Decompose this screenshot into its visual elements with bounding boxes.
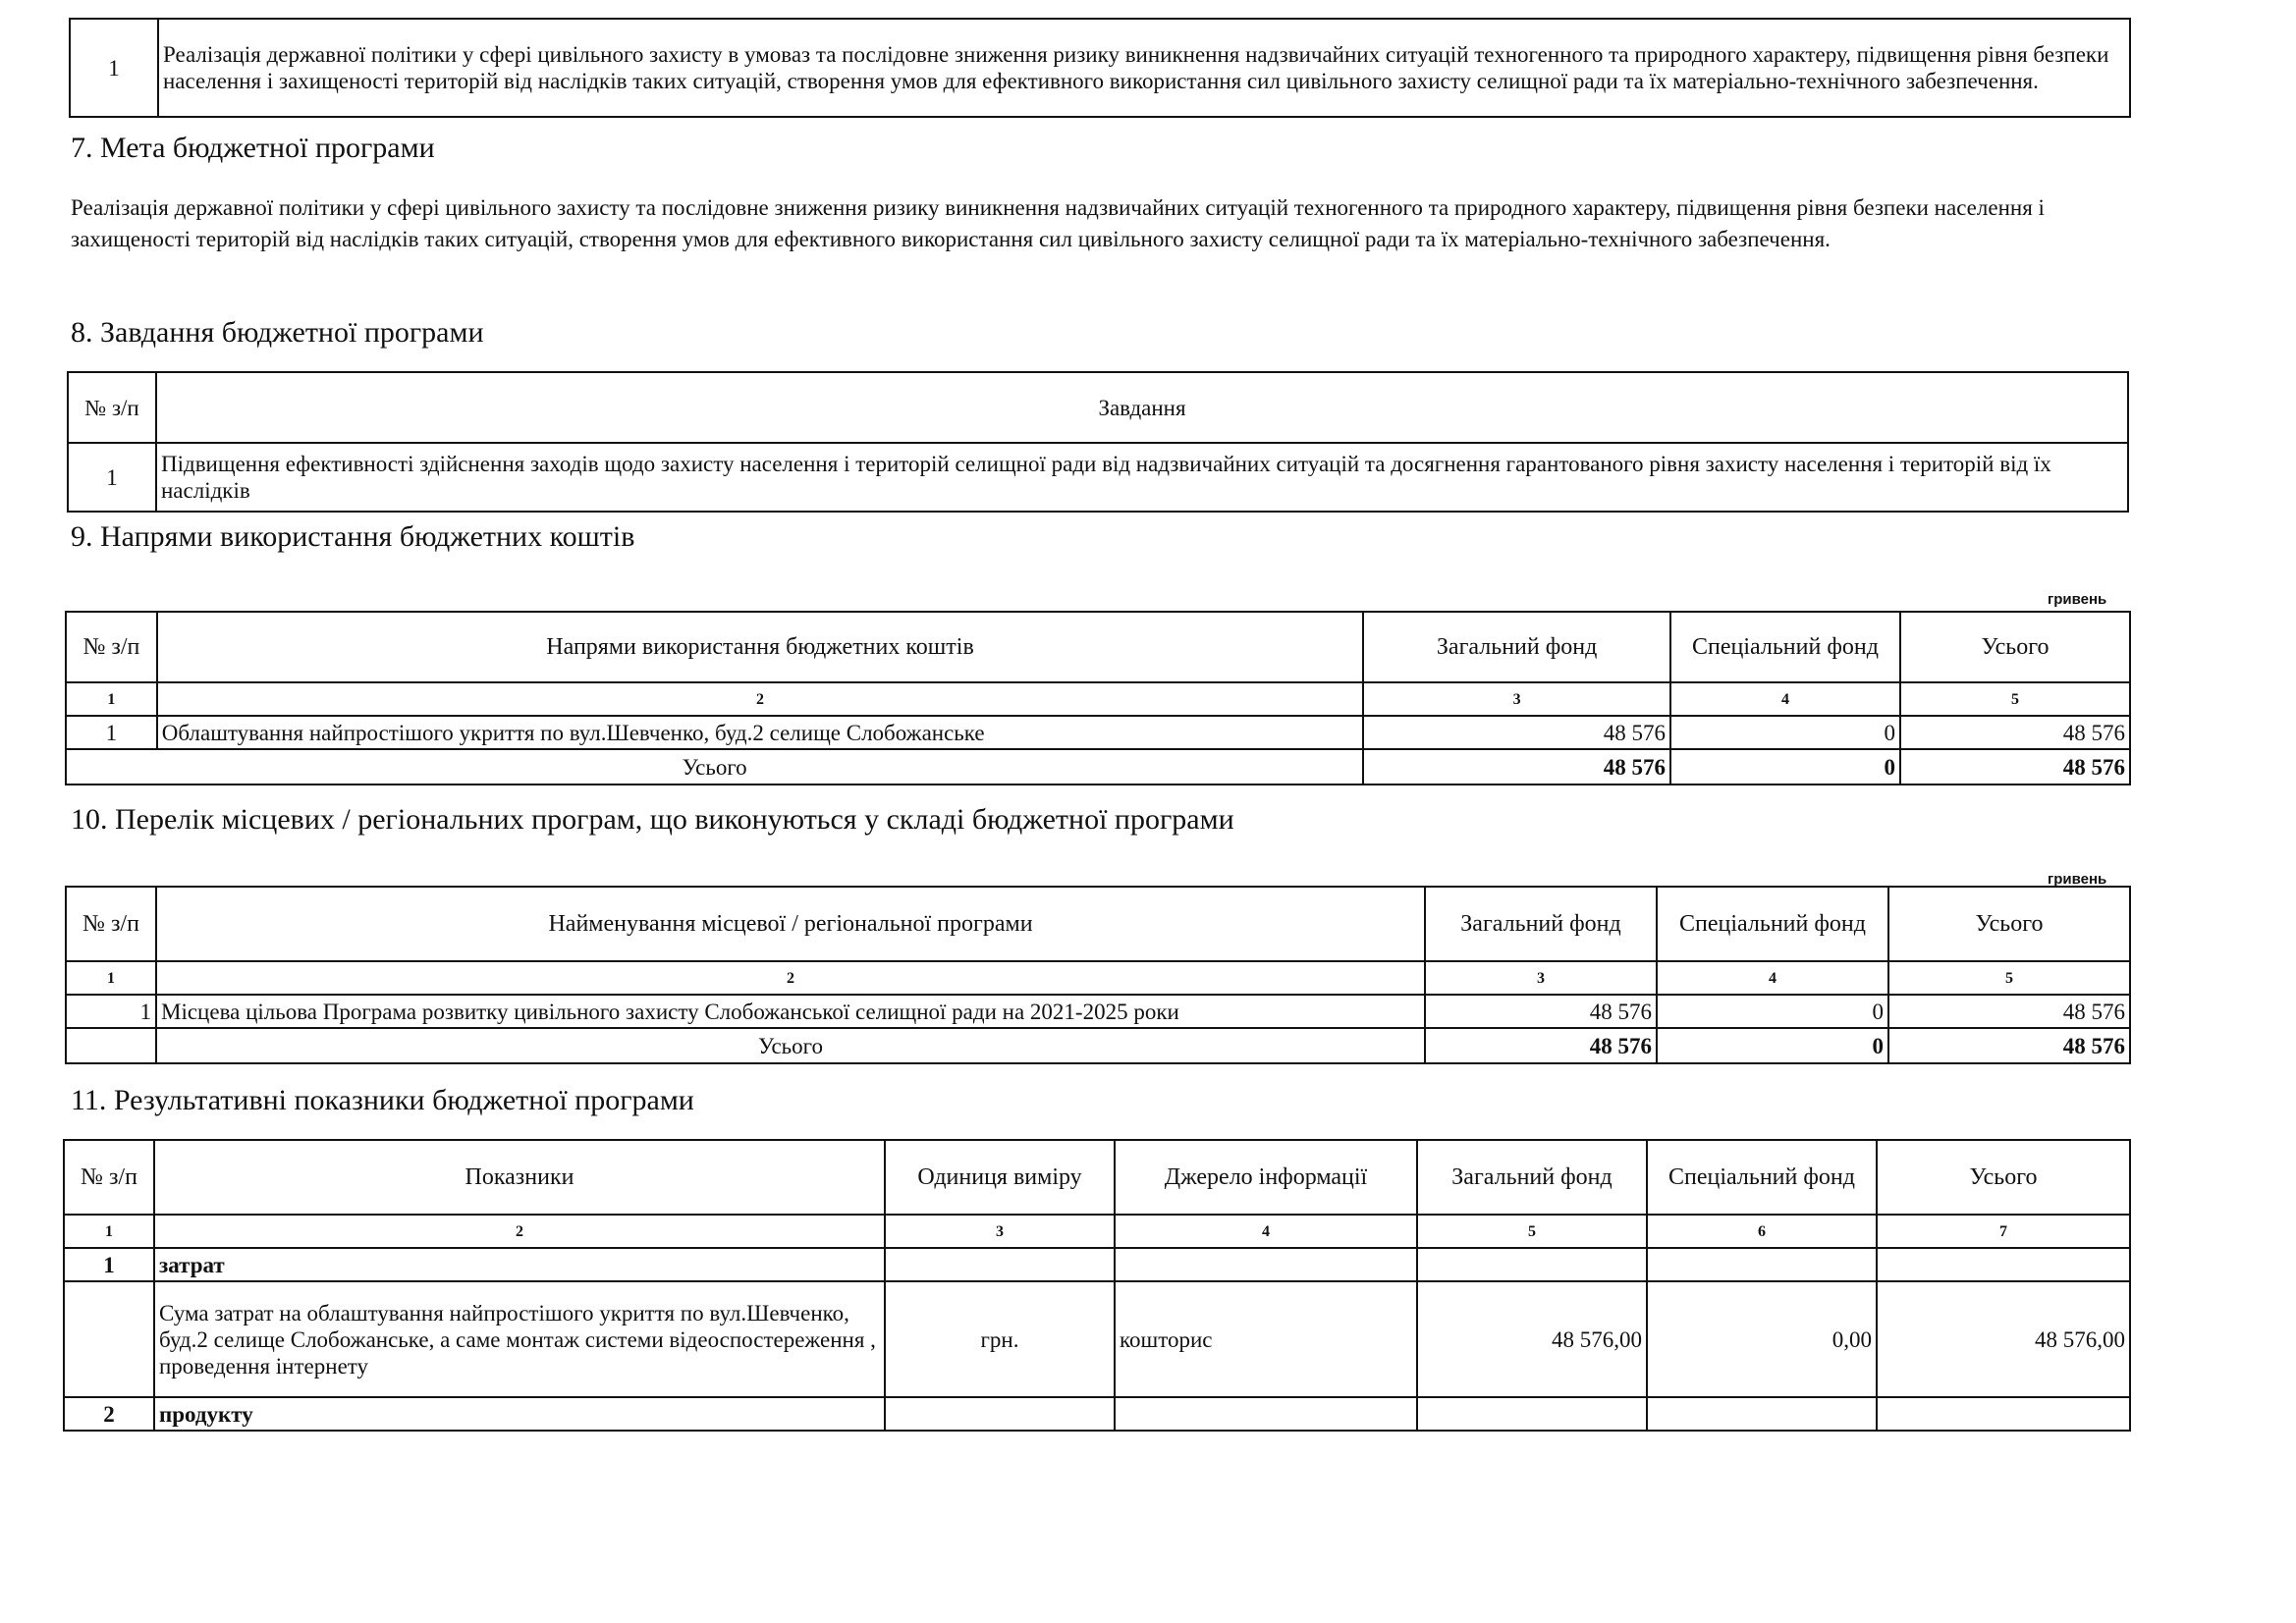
empty-cell: [1417, 1248, 1647, 1281]
empty-cell: [66, 1028, 156, 1063]
empty-cell: [1877, 1397, 2130, 1431]
table-header-row: [68, 372, 2128, 443]
group-number: 1: [64, 1248, 154, 1281]
header-cell: Загальний фонд: [1417, 1140, 1647, 1215]
table-header-row: [66, 887, 2130, 961]
column-number: 1: [64, 1215, 154, 1248]
header-cell: Усього: [1888, 887, 2130, 961]
total-all: 48 576: [1900, 749, 2130, 784]
row-number: 1: [70, 19, 158, 117]
column-numbers-row: [66, 682, 2130, 716]
empty-cell: [1877, 1248, 2130, 1281]
indicator-name: Сума затрат на облаштування найпростішого укриття по вул.Шевченко, буд.2 селище Слобожанське, а саме монтаж системи відеоспостереження , проведення інтернету: [154, 1281, 885, 1397]
local-programs-table: [65, 886, 2131, 1064]
column-number: 3: [1425, 961, 1657, 995]
empty-cell: [1417, 1397, 1647, 1431]
empty-cell: [1115, 1248, 1417, 1281]
unit-of-measure: грн.: [885, 1281, 1115, 1397]
section11-title: 11. Результативні показники бюджетної програми: [71, 1084, 694, 1116]
column-numbers-row: [64, 1215, 2130, 1248]
row-text: Підвищення ефективності здійснення заходів щодо захисту населення і територій селищної ради від надзвичайних ситуацій та досягнення гарантованого рівня захисту населення і територій від їх наслідків: [156, 443, 2128, 512]
total-value: 48 576: [1888, 995, 2130, 1028]
column-number: 3: [1363, 682, 1670, 716]
empty-cell: [885, 1397, 1115, 1431]
header-cell: № з/п: [66, 612, 157, 682]
row-name: Облаштування найпростішого укриття по вул.Шевченко, буд.2 селище Слобожанське: [157, 716, 1364, 749]
total-row: [66, 749, 2130, 784]
total-value: 48 576,00: [1877, 1281, 2130, 1397]
unit-label: гривень: [2048, 591, 2107, 608]
group-name: продукту: [154, 1397, 885, 1431]
header-cell: Показники: [154, 1140, 885, 1215]
column-number: 1: [66, 961, 156, 995]
header-cell: Одиниця виміру: [885, 1140, 1115, 1215]
header-cell: Найменування місцевої / регіональної програми: [156, 887, 1425, 961]
column-number: 3: [885, 1215, 1115, 1248]
table-row: [68, 443, 2128, 512]
group-name: затрат: [154, 1248, 885, 1281]
header-cell: Загальний фонд: [1425, 887, 1657, 961]
header-cell: Джерело інформації: [1115, 1140, 1417, 1215]
column-number: 7: [1877, 1215, 2130, 1248]
table-row: [64, 1281, 2130, 1397]
table-row: [66, 995, 2130, 1028]
col-no-header: № з/п: [68, 372, 156, 443]
special-fund-value: 0: [1670, 716, 1900, 749]
header-cell: Спеціальний фонд: [1657, 887, 1888, 961]
header-cell: Усього: [1877, 1140, 2130, 1215]
header-cell: Напрями використання бюджетних коштів: [157, 612, 1364, 682]
special-fund-value: 0,00: [1647, 1281, 1877, 1397]
header-cell: Загальний фонд: [1363, 612, 1670, 682]
column-number: 4: [1670, 682, 1900, 716]
header-cell: № з/п: [64, 1140, 154, 1215]
section8-title: 8. Завдання бюджетної програми: [71, 316, 484, 349]
total-value: 48 576: [1900, 716, 2130, 749]
empty-cell: [885, 1248, 1115, 1281]
group-row: [64, 1248, 2130, 1281]
row-text: Реалізація державної політики у сфері цивільного захисту в умоваз та послідовне зниження ризику виникнення надзвичайних ситуацій техногенного та природного характеру, підвищення рівня безпеки населення і захищеності територій від наслідків таких ситуацій, створення умов для ефективного використання сил цивільного захисту селищної ради та їх матеріально-технічного забезпечення.: [158, 19, 2130, 117]
header-cell: Спеціальний фонд: [1670, 612, 1900, 682]
column-number: 2: [154, 1215, 885, 1248]
header-cell: Спеціальний фонд: [1647, 1140, 1877, 1215]
column-number: 2: [157, 682, 1364, 716]
column-number: 1: [66, 682, 157, 716]
top-continuation-table: [69, 18, 2131, 118]
table-row: [70, 19, 2130, 117]
general-fund-value: 48 576,00: [1417, 1281, 1647, 1397]
total-general-fund: 48 576: [1363, 749, 1670, 784]
special-fund-value: 0: [1657, 995, 1888, 1028]
column-numbers-row: [66, 961, 2130, 995]
unit-label: гривень: [2048, 871, 2107, 888]
general-fund-value: 48 576: [1363, 716, 1670, 749]
tasks-table: [67, 371, 2129, 513]
column-number: 2: [156, 961, 1425, 995]
header-cell: Усього: [1900, 612, 2130, 682]
col-task-header: Завдання: [156, 372, 2128, 443]
empty-cell: [1115, 1397, 1417, 1431]
table-header-row: [64, 1140, 2130, 1215]
row-number: 1: [66, 995, 156, 1028]
column-number: 5: [1417, 1215, 1647, 1248]
table-row: [66, 716, 2130, 749]
total-label: Усього: [156, 1028, 1425, 1063]
column-number: 5: [1900, 682, 2130, 716]
performance-indicators-table: [63, 1139, 2131, 1432]
group-number: 2: [64, 1397, 154, 1431]
total-special-fund: 0: [1670, 749, 1900, 784]
section7-title: 7. Мета бюджетної програми: [71, 132, 435, 164]
information-source: кошторис: [1115, 1281, 1417, 1397]
total-special-fund: 0: [1657, 1028, 1888, 1063]
section7-text: Реалізація державної політики у сфері цивільного захисту та послідовне зниження ризику виникнення надзвичайних ситуацій техногенного та природного характеру, підвищення рівня безпеки населення і захищеності територій від наслідків таких ситуацій, створення умов для ефективного використання сил цивільного захисту селищної ради та їх матеріально-технічного забезпечення.: [71, 195, 2045, 251]
column-number: 4: [1657, 961, 1888, 995]
column-number: 6: [1647, 1215, 1877, 1248]
budget-directions-table: [65, 611, 2131, 785]
row-name: Місцева цільова Програма розвитку цивільного захисту Слобожанської селищної ради на 2021-2025 роки: [156, 995, 1425, 1028]
group-row: [64, 1397, 2130, 1431]
row-number: 1: [68, 443, 156, 512]
column-number: 5: [1888, 961, 2130, 995]
total-general-fund: 48 576: [1425, 1028, 1657, 1063]
total-label: Усього: [66, 749, 1363, 784]
empty-cell: [1647, 1248, 1877, 1281]
empty-cell: [1647, 1397, 1877, 1431]
section10-title: 10. Перелік місцевих / регіональних програм, що виконуються у складі бюджетної програми: [71, 803, 1234, 836]
table-header-row: [66, 612, 2130, 682]
section9-title: 9. Напрями використання бюджетних коштів: [71, 520, 635, 553]
total-all: 48 576: [1888, 1028, 2130, 1063]
empty-cell: [64, 1281, 154, 1397]
row-number: 1: [66, 716, 157, 749]
total-row: [66, 1028, 2130, 1063]
column-number: 4: [1115, 1215, 1417, 1248]
header-cell: № з/п: [66, 887, 156, 961]
general-fund-value: 48 576: [1425, 995, 1657, 1028]
